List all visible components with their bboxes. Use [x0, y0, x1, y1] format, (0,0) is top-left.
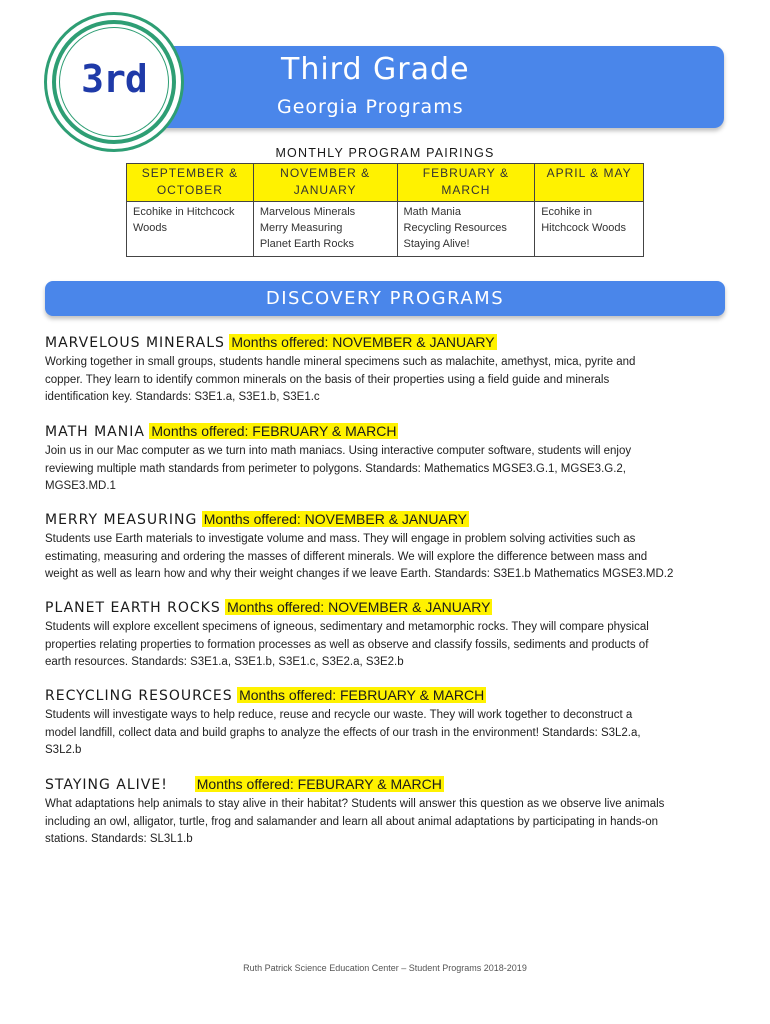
pairings-cell-feb-mar [397, 202, 535, 257]
discovery-title: DISCOVERY PROGRAMS [265, 288, 505, 309]
footer: Ruth Patrick Science Education Center – Student Programs 2018-2019 [243, 963, 527, 973]
program-description: Students use Earth materials to investigate volume and mass. They will engage in problem solving activities such as estimating, measuring and ordering the masses of different minerals. We will explore the difference between mass and weight as well as learn how and why their weight changes if we leave Earth. Standards: S3E1.b Mathematics MGSE3.MD.2 [45, 533, 674, 580]
discovery-banner [45, 281, 725, 316]
pairings-header-nov-jan: NOVEMBER & JANUARY [253, 164, 397, 202]
program-description: Join us in our Mac computer as we turn into math maniacs. Using interactive computer software, students will enjoy reviewing multiple math standards from perimeter to polygons. Standards: Mathematics MGSE3.G.1, MGSE3.G.2, MGSE3.MD.1 [45, 445, 632, 492]
program-name: MARVELOUS MINERALS [45, 335, 225, 351]
program-name: PLANET EARTH ROCKS [45, 600, 221, 616]
program-name: MATH MANIA [45, 424, 145, 440]
program-months: Months offered: NOVEMBER & JANUARY [203, 511, 468, 527]
page-title: Third Grade [281, 52, 470, 87]
header-banner [118, 46, 724, 128]
program-months: Months offered: FEBRUARY & MARCH [151, 423, 397, 439]
program-marvelous-minerals [45, 331, 735, 407]
pairings-header-sep-oct: SEPTEMBER & OCTOBER [127, 164, 254, 202]
pairings-header-apr-may: APRIL & MAY [535, 164, 644, 202]
pairings-item: Merry Measuring [259, 222, 343, 234]
program-planet-earth-rocks [45, 596, 735, 672]
pairings-item: Planet Earth Rocks [259, 238, 354, 250]
program-name: MERRY MEASURING [45, 512, 198, 528]
pairings-cell-nov-jan [253, 202, 397, 257]
pairings-item: Ecohike in Hitchcock Woods [133, 206, 235, 234]
program-staying-alive [45, 773, 735, 849]
pairings-cell-apr-may [535, 202, 644, 257]
program-name: RECYCLING RESOURCES [45, 688, 233, 704]
program-description: What adaptations help animals to stay alive in their habitat? Students will answer this question as we observe live animals including an owl, alligator, turtle, frog and salamander and learn all about animal adaptations by participating in hands-on stations. Standards: SL3L1.b [45, 798, 665, 845]
program-months: Months offered: NOVEMBER & JANUARY [231, 334, 495, 350]
pairings-header-feb-mar: FEBRUARY & MARCH [397, 164, 535, 202]
pairings-table [126, 163, 644, 257]
program-recycling-resources [45, 684, 735, 760]
program-months: Months offered: FEBURARY & MARCH [196, 776, 442, 792]
program-math-mania [45, 420, 735, 496]
program-months: Months offered: NOVEMBER & JANUARY [227, 599, 491, 615]
program-name: STAYING ALIVE! [45, 777, 168, 793]
badge-label: 3rd [81, 57, 147, 101]
program-description: Students will explore excellent specimens of igneous, sedimentary and metamorphic rocks. They will compare physical properties relating properties to formation processes as well as observe and classify fossils, sediments and products of earth resources. Standards: S3E1.a, S3E1.b, S3E1.c, S3E2.a, S3E2.b [45, 621, 649, 668]
page-subtitle: Georgia Programs [277, 96, 464, 118]
grade-badge [44, 12, 184, 152]
program-merry-measuring [45, 508, 735, 584]
program-description: Working together in small groups, students handle mineral specimens such as malachite, amethyst, mica, pyrite and copper. They learn to identify common minerals on the basis of their properties using a field guide and minerals identification key. Standards: S3E1.a, S3E1.b, S3E1.c [45, 356, 636, 403]
pairings-item: Staying Alive! [403, 238, 470, 250]
pairings-cell-sep-oct [127, 202, 254, 257]
pairings-item: Ecohike in Hitchcock Woods [541, 206, 626, 234]
pairings-item: Math Mania [403, 206, 461, 218]
program-description: Students will investigate ways to help reduce, reuse and recycle our waste. They will work together to deconstruct a model landfill, collect data and build graphs to analyze the effects of our trash in the environment! Standards: S3L2.a, S3L2.b [45, 709, 641, 756]
pairings-item: Marvelous Minerals [259, 206, 356, 218]
program-months: Months offered: FEBRUARY & MARCH [239, 687, 485, 703]
pairings-title: MONTHLY PROGRAM PAIRINGS [275, 146, 495, 160]
pairings-item: Recycling Resources [403, 222, 507, 234]
